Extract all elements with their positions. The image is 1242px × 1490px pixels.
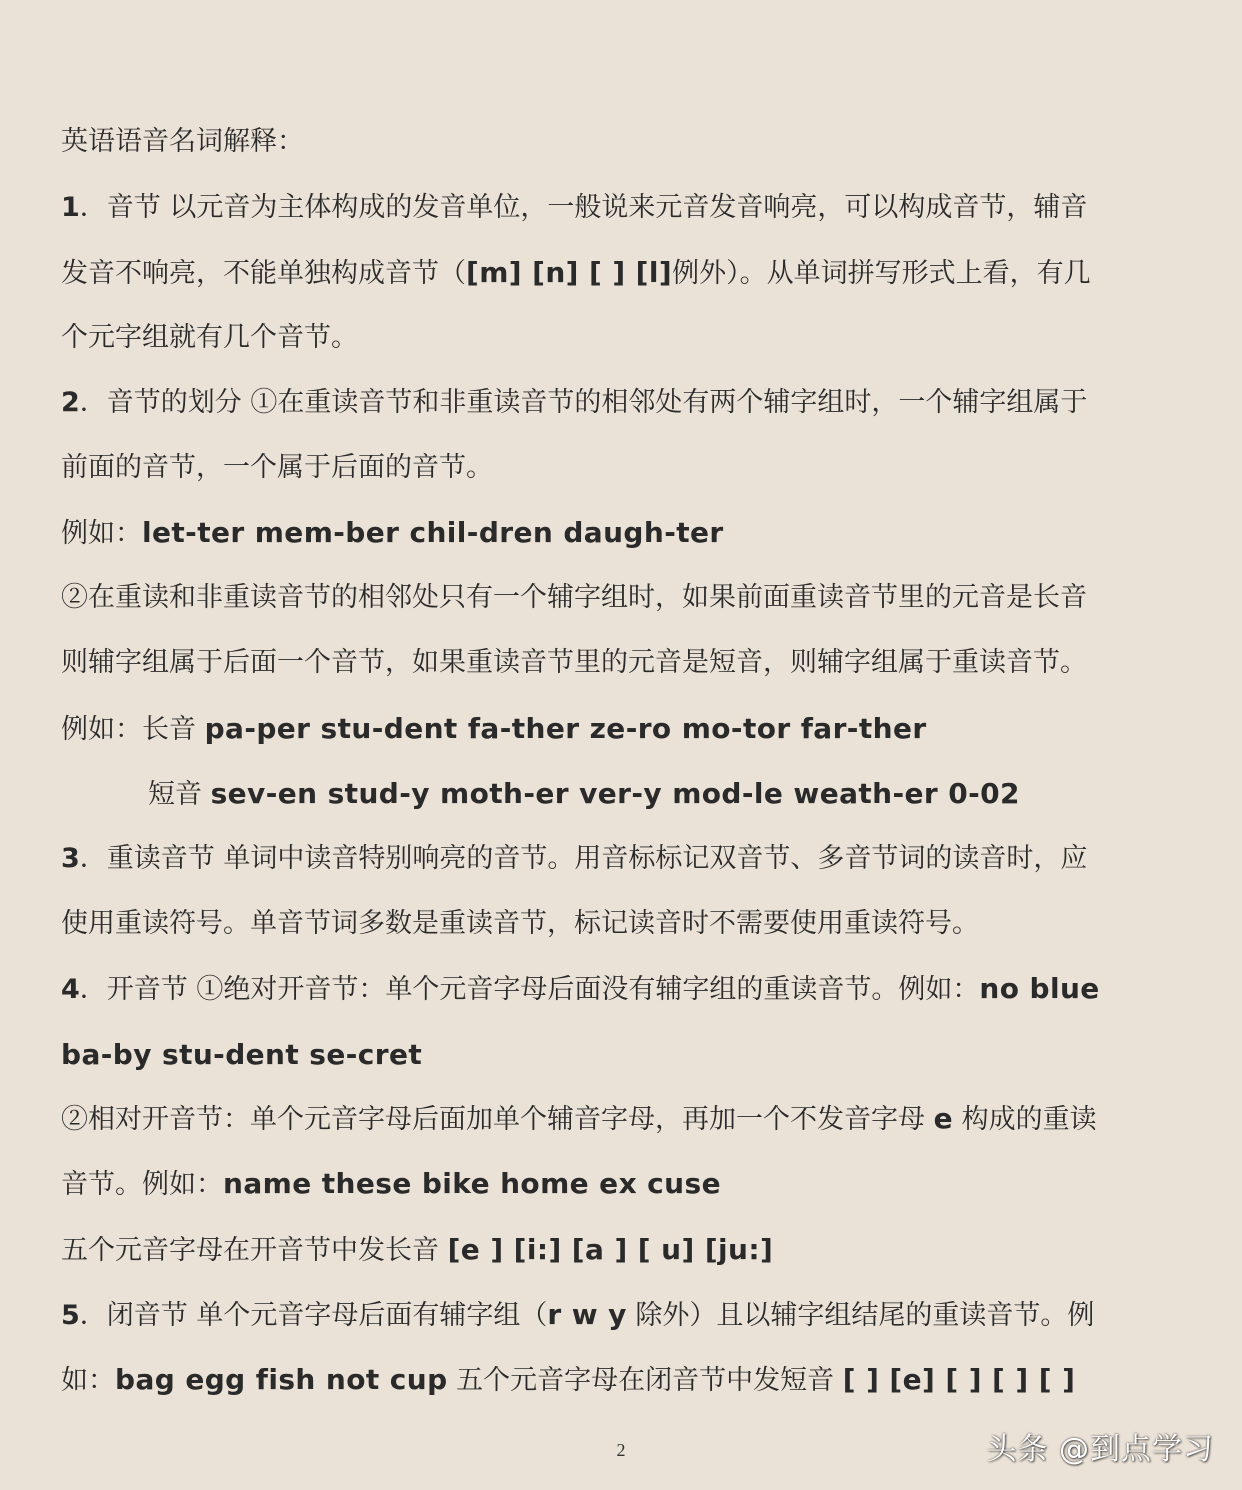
section-2-line-1: [61, 383, 1087, 423]
section-2-rule-2-line-2: 则辅字组属于后面一个音节，如果重读音节里的元音是短音，则辅字组属于重读音节。: [61, 647, 1087, 678]
section-1-line-3: 个元字组就有几个音节。: [61, 322, 358, 353]
example-label: 例如：长音: [61, 714, 205, 745]
example-words: pa-per stu-dent fa-ther ze-ro mo-tor far-ther: [204, 712, 927, 745]
section-1-line-1: [61, 188, 1087, 228]
section-1-line-2: [61, 253, 1091, 294]
section-5-line-2: [61, 1360, 1075, 1401]
text: 除外）且以辅字组结尾的重读音节。例: [626, 1300, 1095, 1331]
section-2-line-2: 前面的音节，一个属于后面的音节。: [61, 452, 493, 483]
phonetic-symbols: [m] [n] [ ] [l]: [466, 256, 673, 289]
section-3-line-2: 使用重读符号。单音节词多数是重读音节，标记读音时不需要使用重读符号。: [61, 908, 979, 939]
text: 音节。例如：: [61, 1169, 223, 1200]
text: 五个元音字母在闭音节中发短音: [447, 1365, 843, 1396]
section-4-long-vowels: [61, 1230, 773, 1271]
section-number: 5: [61, 1300, 80, 1331]
phonetic-symbols: [ ] [e] [ ] [ ] [ ]: [842, 1363, 1076, 1396]
text: ．音节 以元音为主体构成的发音单位，一般说来元音发音响亮，可以构成音节，辅音: [79, 192, 1088, 223]
section-number: 2: [61, 387, 80, 418]
page-heading: 英语语音名词解释：: [61, 126, 304, 157]
text: ②相对开音节：单个元音字母后面加单个辅音字母，再加一个不发音字母: [61, 1104, 934, 1135]
example-words: let-ter mem-ber chil-dren daugh-ter: [142, 516, 724, 549]
text: ．重读音节 单词中读音特别响亮的音节。用音标标记双音节、多音节词的读音时，应: [79, 843, 1088, 874]
section-2-example-long: [61, 709, 927, 750]
text: 构成的重读: [952, 1104, 1097, 1135]
text: 如：: [61, 1365, 115, 1396]
example-words: sev-en stud-y moth-er ver-y mod-le weath-er 0-02: [210, 777, 1020, 810]
text: 五个元音字母在开音节中发长音: [61, 1235, 448, 1266]
section-5-line-1: [61, 1295, 1094, 1336]
example-label: 短音: [148, 779, 211, 810]
section-2-rule-2-line-1: ②在重读和非重读音节的相邻处只有一个辅字组时，如果前面重读音节里的元音是长音: [61, 582, 1087, 613]
section-2-example-short: [148, 774, 1020, 815]
watermark: 头条 @到点学习: [986, 1432, 1214, 1467]
text: 发音不响亮，不能单独构成音节（: [61, 258, 466, 289]
section-number: 4: [61, 974, 80, 1005]
section-number: 1: [61, 192, 80, 223]
section-2-example-1: [61, 513, 724, 554]
phonetic-symbols: [e ] [i:] [a ] [ u] [ju:]: [447, 1233, 774, 1266]
section-4-relative-line-1: [61, 1099, 1097, 1140]
text: ．音节的划分 ①在重读音节和非重读音节的相邻处有两个辅字组时，一个辅字组属于: [79, 387, 1088, 418]
example-words: name these bike home ex cuse: [223, 1167, 721, 1200]
section-4-relative-line-2: [61, 1164, 721, 1205]
example-label: 例如：: [61, 518, 142, 549]
letter-e: e: [933, 1102, 953, 1135]
page-number: 2: [616, 1440, 626, 1460]
example-words: no blue: [979, 972, 1100, 1005]
example-words: bag egg fish not cup: [115, 1363, 448, 1396]
section-3-line-1: [61, 839, 1087, 879]
section-4-line-2: ba-by stu-dent se-cret: [61, 1038, 423, 1071]
section-4-line-1: [61, 969, 1100, 1010]
text: ．开音节 ①绝对开音节：单个元音字母后面没有辅字组的重读音节。例如：: [79, 974, 980, 1005]
text: ．闭音节 单个元音字母后面有辅字组（: [79, 1300, 548, 1331]
section-number: 3: [61, 843, 80, 874]
text: 例外）。从单词拼写形式上看，有几: [672, 258, 1091, 289]
letters-rwy: r w y: [547, 1298, 627, 1331]
